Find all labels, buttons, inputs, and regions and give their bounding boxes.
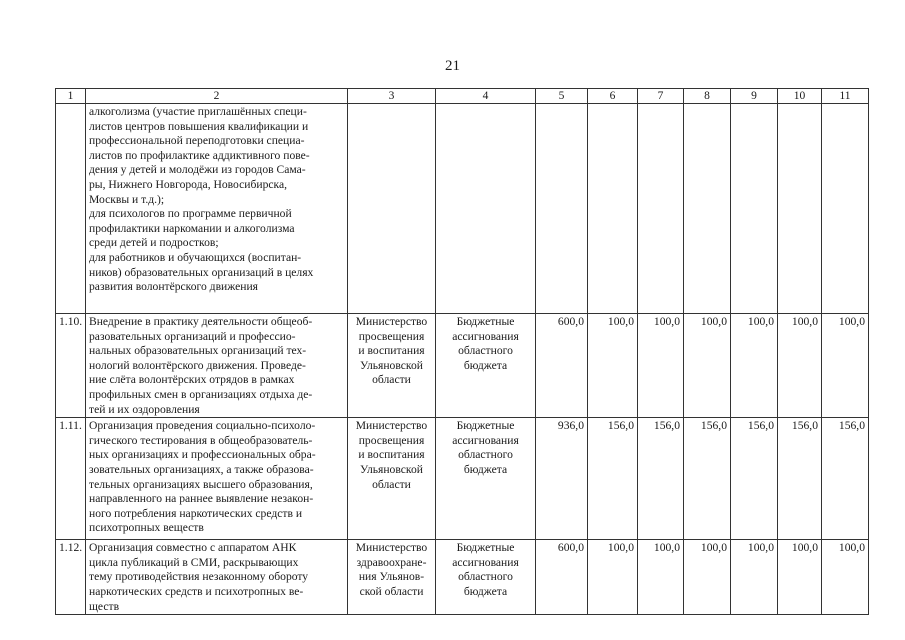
activity-description-line: направленного на раннее выявление незакон-: [89, 492, 314, 506]
column-number-header: 6: [588, 89, 638, 104]
activity-description-line: психотропных веществ: [89, 521, 204, 535]
activity-description-line: Внедрение в практику деятельности общеоб-: [89, 315, 313, 328]
funding-year-value: 100,0: [822, 540, 869, 615]
activity-description-line: алкоголизма (участие приглашённых специ-: [89, 105, 307, 118]
responsible-executor-line: просвещения: [358, 329, 425, 343]
responsible-executor: [348, 104, 436, 314]
responsible-executor-line: Министерство: [355, 315, 428, 328]
funding-source-line: бюджета: [463, 462, 508, 476]
table-row: [56, 540, 869, 615]
activity-description-line: профилактики наркомании и алкоголизма: [89, 221, 295, 235]
column-number-header: 1: [56, 89, 86, 104]
activity-description-line: нологий волонтёрского движения. Проведе-: [89, 358, 306, 372]
activity-description-line: ников) образовательных организаций в целях: [89, 265, 314, 279]
activity-description-line: тей и их оздоровления: [89, 402, 200, 416]
item-number: 1.12.: [56, 540, 86, 615]
funding-year-value: 156,0: [778, 418, 822, 540]
activity-description-line: тельных организациях высшего образования,: [89, 477, 313, 491]
table-row: [56, 418, 869, 540]
activity-description-line: Организация проведения социально-психоло-: [89, 419, 316, 433]
responsible-executor: [348, 418, 436, 540]
activity-description: [86, 418, 348, 540]
funding-source-line: областного: [458, 344, 513, 358]
column-number-header: 5: [536, 89, 588, 104]
funding-year-value: [778, 104, 822, 314]
responsible-executor: [348, 540, 436, 615]
funding-year-value: 156,0: [638, 418, 684, 540]
column-number-header: 7: [638, 89, 684, 104]
item-number: 1.11.: [56, 418, 86, 540]
funding-year-value: 100,0: [778, 540, 822, 615]
funding-year-value: 156,0: [822, 418, 869, 540]
funding-source-line: областного: [458, 448, 513, 462]
responsible-executor-line: здравоохране-: [356, 555, 427, 569]
activity-description-line: ществ: [89, 599, 120, 613]
program-activities-table: [55, 88, 869, 615]
activity-description-line: ных организациях и профессиональных обра-: [89, 448, 316, 462]
funding-year-value: 100,0: [638, 540, 684, 615]
column-number-header: 4: [436, 89, 536, 104]
funding-source-line: ассигнования: [452, 433, 519, 447]
responsible-executor-line: Ульяновской: [360, 358, 423, 372]
column-number-header-row: [56, 89, 869, 104]
funding-year-value: 100,0: [588, 314, 638, 418]
funding-source: [436, 104, 536, 314]
funding-total: 600,0: [536, 540, 588, 615]
activity-description-line: развития волонтёрского движения: [89, 280, 259, 294]
funding-year-value: 100,0: [778, 314, 822, 418]
page-number: 21: [445, 58, 460, 74]
column-number-header: 8: [684, 89, 731, 104]
responsible-executor-line: области: [372, 373, 411, 387]
funding-source-line: ассигнования: [452, 329, 519, 343]
column-number-header: 10: [778, 89, 822, 104]
funding-source-line: Бюджетные: [456, 315, 515, 328]
funding-source-line: областного: [458, 570, 513, 584]
funding-year-value: 156,0: [731, 418, 778, 540]
column-number-header: 9: [731, 89, 778, 104]
responsible-executor-line: Министерство: [355, 541, 428, 555]
responsible-executor-line: ской области: [359, 584, 424, 598]
funding-source: [436, 314, 536, 418]
responsible-executor-line: просвещения: [358, 433, 425, 447]
activity-description-line: среди детей и подростков;: [89, 236, 219, 250]
responsible-executor-line: и воспитания: [358, 344, 425, 358]
responsible-executor-line: ния Ульянов-: [358, 570, 425, 584]
activity-description-line: наркотических средств и психотропных ве-: [89, 584, 304, 598]
funding-year-value: [638, 104, 684, 314]
funding-source-line: Бюджетные: [456, 419, 515, 433]
funding-total: 936,0: [536, 418, 588, 540]
activity-description-line: зовательных организациях, а также образова-: [89, 462, 314, 476]
activity-description-line: профессиональной переподготовки специа-: [89, 134, 305, 148]
funding-source-line: ассигнования: [452, 555, 519, 569]
activity-description-line: разовательных организаций и профессио-: [89, 329, 296, 343]
funding-source: [436, 540, 536, 615]
activity-description-line: профильных смен в организациях отдыха де-: [89, 387, 313, 401]
activity-description-line: листов по профилактике аддиктивного пове-: [89, 148, 310, 162]
funding-total: [536, 104, 588, 314]
responsible-executor-line: и воспитания: [358, 448, 425, 462]
responsible-executor-line: Ульяновской: [360, 462, 423, 476]
responsible-executor-line: области: [372, 477, 411, 491]
activity-description-line: цикла публикаций в СМИ, раскрывающих: [89, 555, 299, 569]
responsible-executor-line: Министерство: [355, 419, 428, 433]
responsible-executor: [348, 314, 436, 418]
funding-year-value: 100,0: [731, 314, 778, 418]
column-number-header: 11: [822, 89, 869, 104]
item-number: [56, 104, 86, 314]
funding-year-value: 100,0: [638, 314, 684, 418]
funding-source: [436, 418, 536, 540]
activity-description-line: гического тестирования в общеобразователь-: [89, 433, 313, 447]
activity-description-line: Москвы и т.д.);: [89, 192, 165, 206]
funding-year-value: 156,0: [684, 418, 731, 540]
table-row: [56, 104, 869, 314]
funding-total: 600,0: [536, 314, 588, 418]
activity-description-line: нальных образовательных организаций тех-: [89, 344, 307, 358]
activity-description-line: тему противодействия незаконному обороту: [89, 570, 309, 584]
funding-source-line: бюджета: [463, 584, 508, 598]
column-number-header: 2: [86, 89, 348, 104]
funding-year-value: [684, 104, 731, 314]
item-number: 1.10.: [56, 314, 86, 418]
funding-year-value: [822, 104, 869, 314]
activity-description: [86, 104, 348, 314]
funding-year-value: 156,0: [588, 418, 638, 540]
funding-source-line: Бюджетные: [456, 541, 515, 555]
activity-description-line: для психологов по программе первичной: [89, 207, 292, 221]
activity-description-line: дения у детей и молодёжи из городов Сама-: [89, 163, 306, 177]
column-number-header: 3: [348, 89, 436, 104]
table-row: [56, 314, 869, 418]
activity-description: [86, 540, 348, 615]
activity-description-line: ры, Нижнего Новгорода, Новосибирска,: [89, 177, 288, 191]
funding-year-value: 100,0: [822, 314, 869, 418]
activity-description-line: ние слёта волонтёрских отрядов в рамках: [89, 373, 295, 387]
activity-description-line: для работников и обучающихся (воспитан-: [89, 250, 302, 264]
funding-year-value: 100,0: [731, 540, 778, 615]
funding-year-value: 100,0: [684, 314, 731, 418]
funding-source-line: бюджета: [463, 358, 508, 372]
funding-year-value: [588, 104, 638, 314]
activity-description-line: Организация совместно с аппаратом АНК: [89, 541, 297, 555]
funding-year-value: 100,0: [588, 540, 638, 615]
activity-description: [86, 314, 348, 418]
funding-year-value: [731, 104, 778, 314]
funding-year-value: 100,0: [684, 540, 731, 615]
activity-description-line: листов центров повышения квалификации и: [89, 119, 309, 133]
activity-description-line: ного потребления наркотических средств и: [89, 506, 303, 520]
